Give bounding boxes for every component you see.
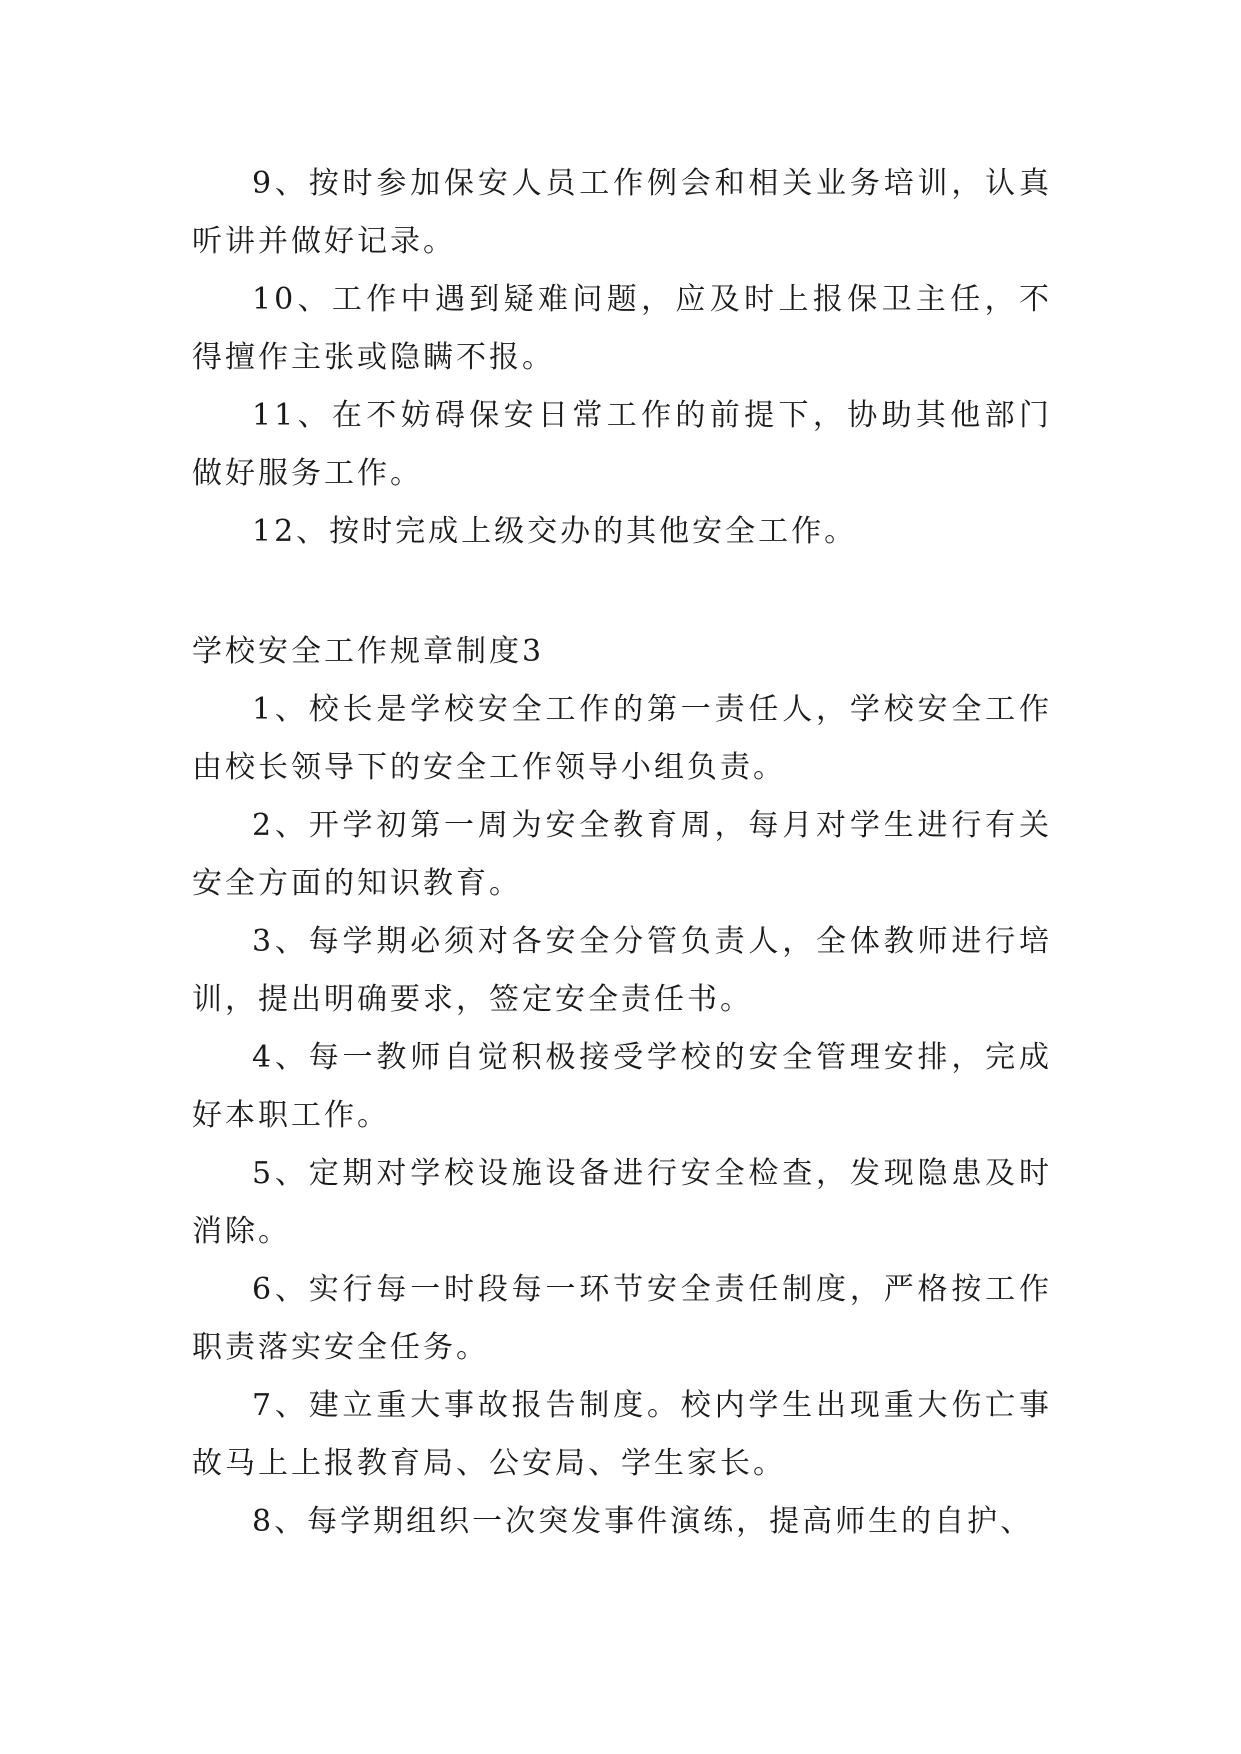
section-heading: 学校安全工作规章制度3 (192, 634, 545, 669)
rule-item-11: 11、在不妨碍保安日常工作的前提下，协助其他部门做好服务工作。 (192, 398, 1052, 491)
rule-item-9: 9、按时参加保安人员工作例会和相关业务培训，认真听讲并做好记录。 (192, 166, 1052, 259)
section3-item-3: 3、每学期必须对各安全分管负责人，全体教师进行培训，提出明确要求，签定安全责任书。 (192, 924, 1052, 1017)
document-body (192, 155, 1052, 1551)
section3-item-7: 7、建立重大事故报告制度。校内学生出现重大伤亡事故马上上报教育局、公安局、学生家长。 (192, 1388, 1052, 1481)
section3-item-8: 8、每学期组织一次突发事件演练，提高师生的自护、 (252, 1504, 1034, 1539)
rule-item-10: 10、工作中遇到疑难问题，应及时上报保卫主任，不得擅作主张或隐瞒不报。 (192, 282, 1052, 375)
section3-item-2: 2、开学初第一周为安全教育周，每月对学生进行有关安全方面的知识教育。 (192, 808, 1052, 901)
section3-item-6: 6、实行每一时段每一环节安全责任制度，严格按工作职责落实安全任务。 (192, 1272, 1052, 1365)
section3-item-5: 5、定期对学校设施设备进行安全检查，发现隐患及时消除。 (192, 1156, 1052, 1249)
section3-item-1: 1、校长是学校安全工作的第一责任人，学校安全工作由校长领导下的安全工作领导小组负责。 (192, 692, 1052, 785)
section-spacer (192, 561, 1052, 623)
rule-item-12: 12、按时完成上级交办的其他安全工作。 (252, 514, 858, 549)
section3-item-4: 4、每一教师自觉积极接受学校的安全管理安排，完成好本职工作。 (192, 1040, 1052, 1133)
